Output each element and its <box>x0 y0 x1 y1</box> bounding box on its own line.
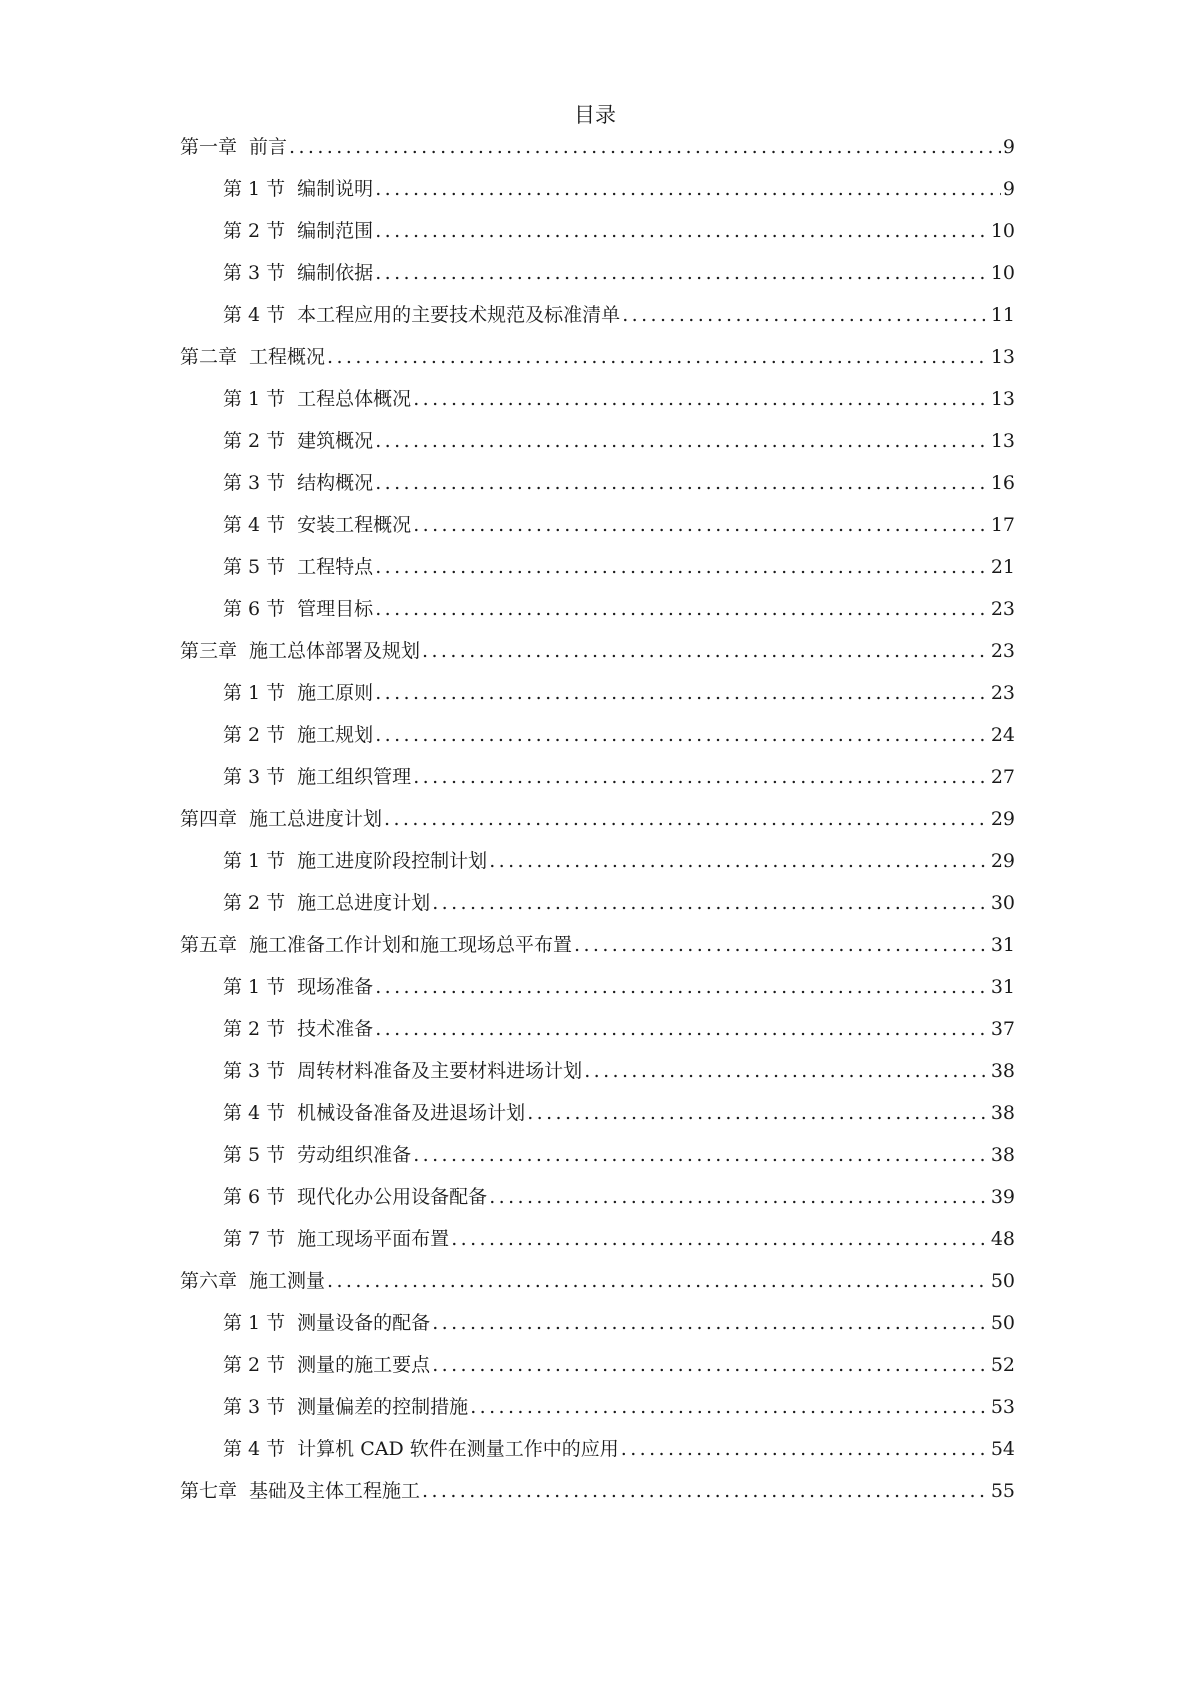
toc-entry-text: 管理目标 <box>297 598 374 620</box>
toc-entry-label <box>223 1098 525 1128</box>
toc-page-number: 29 <box>990 808 1015 830</box>
toc-entry-label <box>223 1350 430 1380</box>
toc-dot-leader <box>373 1014 989 1044</box>
toc-chapter-entry[interactable] <box>180 132 1015 174</box>
toc-page-number: 10 <box>990 262 1015 284</box>
toc-page-number: 9 <box>1002 178 1015 200</box>
toc-list <box>180 132 1015 1518</box>
toc-entry-number: 第 7 节 <box>223 1228 286 1250</box>
toc-dot-leader <box>373 216 989 246</box>
toc-entry-label <box>223 426 373 456</box>
toc-entry-number: 第 3 节 <box>223 1060 286 1082</box>
toc-entry-text: 测量偏差的控制措施 <box>297 1396 469 1418</box>
toc-page-number: 50 <box>990 1312 1015 1334</box>
toc-entry-label <box>180 342 325 372</box>
toc-entry-text: 测量的施工要点 <box>297 1354 431 1376</box>
toc-section-entry[interactable] <box>180 1350 1015 1392</box>
toc-section-entry[interactable] <box>180 762 1015 804</box>
toc-entry-text: 工程概况 <box>249 346 326 368</box>
toc-page-number: 39 <box>990 1186 1015 1208</box>
toc-entry-number: 第七章 <box>180 1480 238 1502</box>
toc-entry-number: 第 3 节 <box>223 1396 286 1418</box>
toc-dot-leader <box>287 132 1001 162</box>
toc-section-entry[interactable] <box>180 1224 1015 1266</box>
toc-dot-leader <box>373 468 989 498</box>
toc-page-number: 29 <box>990 850 1015 872</box>
toc-entry-number: 第一章 <box>180 136 238 158</box>
toc-page-number: 31 <box>990 976 1015 998</box>
toc-section-entry[interactable] <box>180 426 1015 468</box>
toc-page-number: 16 <box>990 472 1015 494</box>
toc-entry-number: 第 4 节 <box>223 1102 286 1124</box>
toc-entry-number: 第 2 节 <box>223 1354 286 1376</box>
toc-entry-text: 劳动组织准备 <box>297 1144 412 1166</box>
toc-entry-label <box>180 1266 325 1296</box>
toc-page-number: 17 <box>990 514 1015 536</box>
toc-entry-label <box>180 636 420 666</box>
toc-dot-leader <box>411 1140 989 1170</box>
toc-entry-text: 测量设备的配备 <box>297 1312 431 1334</box>
toc-dot-leader <box>449 1224 989 1254</box>
toc-entry-number: 第 5 节 <box>223 1144 286 1166</box>
toc-entry-number: 第 1 节 <box>223 178 286 200</box>
toc-dot-leader <box>572 930 989 960</box>
toc-chapter-entry[interactable] <box>180 1476 1015 1518</box>
toc-entry-text: 计算机 CAD 软件在测量工作中的应用 <box>297 1438 619 1460</box>
toc-page-number: 53 <box>990 1396 1015 1418</box>
toc-section-entry[interactable] <box>180 552 1015 594</box>
toc-dot-leader <box>430 1308 989 1338</box>
toc-entry-label <box>223 1140 411 1170</box>
toc-entry-label <box>223 762 411 792</box>
toc-entry-number: 第 1 节 <box>223 682 286 704</box>
toc-section-entry[interactable] <box>180 1140 1015 1182</box>
toc-dot-leader <box>420 636 989 666</box>
toc-entry-number: 第 4 节 <box>223 514 286 536</box>
toc-entry-text: 施工总体部署及规划 <box>249 640 421 662</box>
toc-entry-text: 编制说明 <box>297 178 374 200</box>
toc-entry-label <box>223 1182 487 1212</box>
toc-page-number: 37 <box>990 1018 1015 1040</box>
toc-entry-text: 结构概况 <box>297 472 374 494</box>
toc-section-entry[interactable] <box>180 846 1015 888</box>
toc-title: 目录 <box>574 103 616 127</box>
toc-entry-label <box>223 888 430 918</box>
toc-page-number: 38 <box>990 1060 1015 1082</box>
toc-page-number: 11 <box>990 304 1015 326</box>
toc-entry-label <box>223 1392 468 1422</box>
toc-chapter-entry[interactable] <box>180 342 1015 384</box>
toc-entry-number: 第二章 <box>180 346 238 368</box>
toc-section-entry[interactable] <box>180 258 1015 300</box>
toc-entry-label <box>223 1014 373 1044</box>
toc-entry-number: 第 2 节 <box>223 430 286 452</box>
toc-dot-leader <box>411 384 989 414</box>
toc-page-number: 13 <box>990 430 1015 452</box>
toc-section-entry[interactable] <box>180 1308 1015 1350</box>
toc-page-number: 27 <box>990 766 1015 788</box>
toc-section-entry[interactable] <box>180 174 1015 216</box>
toc-entry-text: 施工原则 <box>297 682 374 704</box>
toc-entry-number: 第三章 <box>180 640 238 662</box>
toc-entry-text: 机械设备准备及进退场计划 <box>297 1102 526 1124</box>
toc-entry-text: 周转材料准备及主要材料进场计划 <box>297 1060 583 1082</box>
toc-chapter-entry[interactable] <box>180 930 1015 972</box>
toc-dot-leader <box>373 594 989 624</box>
toc-entry-label <box>223 972 373 1002</box>
toc-page-number: 24 <box>990 724 1015 746</box>
toc-entry-label <box>223 720 373 750</box>
toc-dot-leader <box>620 300 989 330</box>
toc-entry-label <box>223 1056 582 1086</box>
toc-entry-text: 基础及主体工程施工 <box>249 1480 421 1502</box>
toc-entry-number: 第 2 节 <box>223 724 286 746</box>
toc-entry-number: 第 1 节 <box>223 388 286 410</box>
toc-entry-number: 第 1 节 <box>223 850 286 872</box>
toc-chapter-entry[interactable] <box>180 636 1015 678</box>
toc-entry-label <box>223 1308 430 1338</box>
toc-dot-leader <box>420 1476 989 1506</box>
toc-entry-label <box>223 846 487 876</box>
toc-page-number: 38 <box>990 1144 1015 1166</box>
toc-entry-number: 第六章 <box>180 1270 238 1292</box>
toc-entry-number: 第 3 节 <box>223 766 286 788</box>
toc-entry-text: 施工总进度计划 <box>297 892 431 914</box>
toc-section-entry[interactable] <box>180 216 1015 258</box>
toc-entry-label <box>223 468 373 498</box>
toc-dot-leader <box>487 1182 989 1212</box>
toc-entry-label <box>223 258 373 288</box>
toc-entry-number: 第 6 节 <box>223 1186 286 1208</box>
toc-dot-leader <box>373 720 989 750</box>
toc-entry-label <box>223 594 373 624</box>
toc-entry-text: 建筑概况 <box>297 430 374 452</box>
toc-entry-text: 施工总进度计划 <box>249 808 383 830</box>
toc-entry-number: 第 2 节 <box>223 1018 286 1040</box>
toc-entry-text: 编制范围 <box>297 220 374 242</box>
toc-dot-leader <box>487 846 989 876</box>
toc-entry-label <box>180 132 287 162</box>
toc-entry-label <box>223 1224 449 1254</box>
toc-dot-leader <box>373 678 989 708</box>
toc-entry-label <box>180 804 382 834</box>
toc-dot-leader <box>619 1434 989 1464</box>
toc-dot-leader <box>373 552 989 582</box>
toc-dot-leader <box>373 972 989 1002</box>
toc-entry-text: 施工规划 <box>297 724 374 746</box>
toc-entry-label <box>223 678 373 708</box>
toc-entry-number: 第 1 节 <box>223 1312 286 1334</box>
toc-entry-text: 施工现场平面布置 <box>297 1228 450 1250</box>
toc-section-entry[interactable] <box>180 1056 1015 1098</box>
toc-entry-number: 第四章 <box>180 808 238 830</box>
toc-page-number: 30 <box>990 892 1015 914</box>
toc-entry-number: 第 2 节 <box>223 892 286 914</box>
toc-chapter-entry[interactable] <box>180 1266 1015 1308</box>
toc-entry-text: 安装工程概况 <box>297 514 412 536</box>
toc-section-entry[interactable] <box>180 1182 1015 1224</box>
toc-page-number: 54 <box>990 1438 1015 1460</box>
toc-page-number: 9 <box>1002 136 1015 158</box>
toc-dot-leader <box>325 342 989 372</box>
toc-section-entry[interactable] <box>180 888 1015 930</box>
toc-dot-leader <box>468 1392 989 1422</box>
toc-section-entry[interactable] <box>180 594 1015 636</box>
toc-page-number: 55 <box>990 1480 1015 1502</box>
toc-entry-number: 第 4 节 <box>223 1438 286 1460</box>
toc-dot-leader <box>411 762 989 792</box>
toc-entry-text: 技术准备 <box>297 1018 374 1040</box>
toc-dot-leader <box>430 1350 989 1380</box>
toc-section-entry[interactable] <box>180 384 1015 426</box>
toc-entry-text: 工程特点 <box>297 556 374 578</box>
toc-entry-text: 施工准备工作计划和施工现场总平布置 <box>249 934 573 956</box>
toc-page-number: 10 <box>990 220 1015 242</box>
toc-dot-leader <box>373 174 1001 204</box>
toc-entry-text: 施工进度阶段控制计划 <box>297 850 488 872</box>
toc-entry-number: 第 3 节 <box>223 472 286 494</box>
toc-section-entry[interactable] <box>180 1434 1015 1476</box>
toc-entry-number: 第 4 节 <box>223 304 286 326</box>
toc-dot-leader <box>382 804 989 834</box>
toc-page-number: 50 <box>990 1270 1015 1292</box>
toc-page-number: 23 <box>990 598 1015 620</box>
toc-page-number: 38 <box>990 1102 1015 1124</box>
toc-entry-label <box>223 1434 619 1464</box>
toc-section-entry[interactable] <box>180 468 1015 510</box>
toc-entry-label <box>180 1476 420 1506</box>
toc-entry-label <box>223 384 411 414</box>
toc-entry-label <box>223 174 373 204</box>
toc-page-number: 31 <box>990 934 1015 956</box>
toc-entry-text: 工程总体概况 <box>297 388 412 410</box>
toc-section-entry[interactable] <box>180 1098 1015 1140</box>
toc-dot-leader <box>525 1098 989 1128</box>
toc-section-entry[interactable] <box>180 720 1015 762</box>
toc-entry-number: 第 1 节 <box>223 976 286 998</box>
toc-section-entry[interactable] <box>180 1014 1015 1056</box>
toc-entry-number: 第 2 节 <box>223 220 286 242</box>
toc-page-number: 48 <box>990 1228 1015 1250</box>
toc-section-entry[interactable] <box>180 972 1015 1014</box>
toc-dot-leader <box>430 888 989 918</box>
toc-page-number: 23 <box>990 640 1015 662</box>
toc-page-number: 13 <box>990 346 1015 368</box>
toc-dot-leader <box>325 1266 989 1296</box>
toc-entry-label <box>223 216 373 246</box>
toc-entry-number: 第 3 节 <box>223 262 286 284</box>
toc-entry-number: 第 5 节 <box>223 556 286 578</box>
toc-entry-text: 施工测量 <box>249 1270 326 1292</box>
toc-entry-text: 施工组织管理 <box>297 766 412 788</box>
toc-entry-number: 第 6 节 <box>223 598 286 620</box>
toc-entry-text: 前言 <box>249 136 288 158</box>
toc-dot-leader <box>411 510 989 540</box>
toc-section-entry[interactable] <box>180 678 1015 720</box>
toc-dot-leader <box>373 426 989 456</box>
toc-page-number: 21 <box>990 556 1015 578</box>
toc-entry-number: 第五章 <box>180 934 238 956</box>
toc-entry-text: 现场准备 <box>297 976 374 998</box>
toc-entry-label <box>223 510 411 540</box>
toc-entry-text: 现代化办公用设备配备 <box>297 1186 488 1208</box>
toc-page-number: 52 <box>990 1354 1015 1376</box>
toc-entry-label <box>223 300 620 330</box>
toc-entry-label <box>180 930 572 960</box>
toc-entry-label <box>223 552 373 582</box>
toc-chapter-entry[interactable] <box>180 804 1015 846</box>
toc-section-entry[interactable] <box>180 300 1015 342</box>
toc-entry-text: 本工程应用的主要技术规范及标准清单 <box>297 304 621 326</box>
toc-dot-leader <box>373 258 989 288</box>
toc-dot-leader <box>582 1056 989 1086</box>
toc-page-number: 13 <box>990 388 1015 410</box>
toc-section-entry[interactable] <box>180 510 1015 552</box>
toc-section-entry[interactable] <box>180 1392 1015 1434</box>
toc-page-number: 23 <box>990 682 1015 704</box>
toc-entry-text: 编制依据 <box>297 262 374 284</box>
